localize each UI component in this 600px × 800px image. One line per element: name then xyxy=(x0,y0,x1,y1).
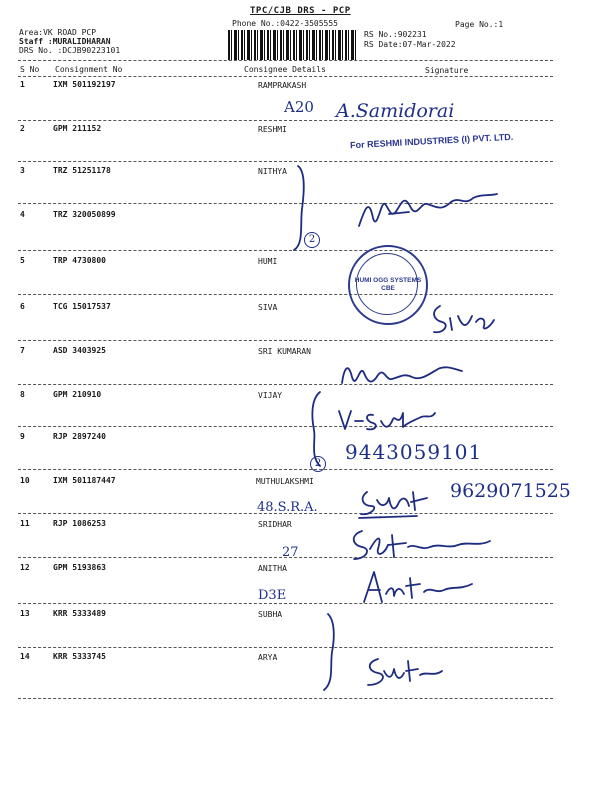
reshmi-company-stamp: For RESHMI INDUSTRIES (I) PVT. LTD. xyxy=(349,131,514,151)
row-divider xyxy=(18,384,553,385)
row-divider xyxy=(18,294,553,295)
row-consignee: ARYA xyxy=(258,653,278,662)
number-27-note: 27 xyxy=(282,545,299,560)
humi-seal-stamp: HUMI OGG SYSTEMS CBE xyxy=(348,245,428,325)
row-consignment: RJP 2897240 xyxy=(53,432,106,441)
row-consignee: SRI KUMARAN xyxy=(258,347,311,356)
row-2 xyxy=(0,124,600,164)
row-consignment: GPM 211152 xyxy=(53,124,102,133)
rs-number: RS No.:902231 xyxy=(364,30,427,39)
row-sno: 8 xyxy=(20,390,25,399)
staff-label: Staff :MURALIDHARAN xyxy=(19,37,111,46)
row-consignee: RESHMI xyxy=(258,125,287,134)
count-circle-2: 2 xyxy=(304,232,320,248)
document-title: TPC/CJB DRS - PCP xyxy=(250,6,351,16)
signature-siva xyxy=(428,300,498,340)
row-consignee: SUBHA xyxy=(258,610,283,619)
row-consignee: VIJAY xyxy=(258,391,283,400)
row-7 xyxy=(0,346,600,386)
row-divider xyxy=(18,698,553,699)
row-consignee: RAMPRAKASH xyxy=(258,81,307,90)
row-8 xyxy=(0,390,600,430)
row-divider xyxy=(18,426,553,427)
header-top-rule xyxy=(18,60,553,61)
row-consignment: GPM 5193863 xyxy=(53,563,106,572)
signature-sridhar xyxy=(348,525,498,565)
row-sno: 12 xyxy=(20,563,30,572)
row-consignee: ANITHA xyxy=(258,564,287,573)
row-divider xyxy=(18,161,553,162)
row-consignment: TRZ 51251178 xyxy=(53,166,111,175)
row-9 xyxy=(0,432,600,472)
d3e-note: D3E xyxy=(258,588,287,603)
phone-note-9629: 9629071525 xyxy=(450,480,571,502)
row-divider xyxy=(18,250,553,251)
row-5 xyxy=(0,256,600,296)
area-label: Area:VK ROAD PCP xyxy=(19,28,97,37)
row-divider xyxy=(18,340,553,341)
row-sno: 1 xyxy=(20,80,25,89)
row-sno: 4 xyxy=(20,210,25,219)
row-14 xyxy=(0,652,600,692)
row-6 xyxy=(0,302,600,342)
row-sno: 6 xyxy=(20,302,25,311)
row-consignment: KRR 5333489 xyxy=(53,609,106,618)
row-consignment: TRP 4730800 xyxy=(53,256,106,265)
drs-number: DRS No. :DCJB90223101 xyxy=(19,46,121,55)
row-consignee: HUMI xyxy=(258,257,278,266)
row-13 xyxy=(0,609,600,649)
row-sno: 5 xyxy=(20,256,25,265)
row-sno: 11 xyxy=(20,519,30,528)
row-sno: 7 xyxy=(20,346,25,355)
bracket-rows-13-14 xyxy=(318,612,338,692)
col-sno: S No xyxy=(20,65,40,74)
barcode xyxy=(228,30,358,60)
row-sno: 13 xyxy=(20,609,30,618)
row-divider xyxy=(18,120,553,121)
row-consignment: GPM 210910 xyxy=(53,390,102,399)
row-consignment: IXM 501192197 xyxy=(53,80,116,89)
sra-note: 48.S.R.A. xyxy=(257,500,318,515)
row-12 xyxy=(0,563,600,603)
row-consignee: SIVA xyxy=(258,303,278,312)
row-consignment: TCG 15017537 xyxy=(53,302,111,311)
row-consignee: MUTHULAKSHMI xyxy=(256,477,314,486)
row-sno: 9 xyxy=(20,432,25,441)
col-signature: Signature xyxy=(425,66,469,75)
row-divider xyxy=(18,647,553,648)
col-consignment: Consignment No xyxy=(55,65,123,74)
row-consignment: KRR 5333745 xyxy=(53,652,106,661)
col-consignee: Consignee Details xyxy=(244,65,326,74)
row-divider xyxy=(18,469,553,470)
row-consignee: NITHYA xyxy=(258,167,287,176)
phone-number: Phone No.:0422-3505555 xyxy=(232,19,338,28)
a20-note: A20 xyxy=(284,98,314,116)
row-consignment: IXM 501187447 xyxy=(53,476,116,485)
page-number: Page No.:1 xyxy=(455,20,504,29)
signature-vijay xyxy=(335,405,445,435)
header-bottom-rule xyxy=(18,76,553,77)
signature-row1: A.Samidorai xyxy=(336,100,455,122)
signature-anitha xyxy=(360,568,480,608)
count-circle-2: 2 xyxy=(310,456,326,472)
signature-sri-kumaran xyxy=(338,355,468,390)
row-sno: 2 xyxy=(20,124,25,133)
row-sno: 14 xyxy=(20,652,30,661)
row-consignment: TRZ 320050899 xyxy=(53,210,116,219)
signature-arya xyxy=(362,655,452,690)
row-consignment: RJP 1086253 xyxy=(53,519,106,528)
signature-muthulakshmi xyxy=(357,484,437,524)
row-11 xyxy=(0,519,600,559)
row-consignee: SRIDHAR xyxy=(258,520,292,529)
rs-date: RS Date:07-Mar-2022 xyxy=(364,40,456,49)
phone-note-9443: 9443059101 xyxy=(345,440,483,464)
row-sno: 3 xyxy=(20,166,25,175)
row-consignment: ASD 3403925 xyxy=(53,346,106,355)
row-sno: 10 xyxy=(20,476,30,485)
signature-nithya xyxy=(355,188,505,238)
